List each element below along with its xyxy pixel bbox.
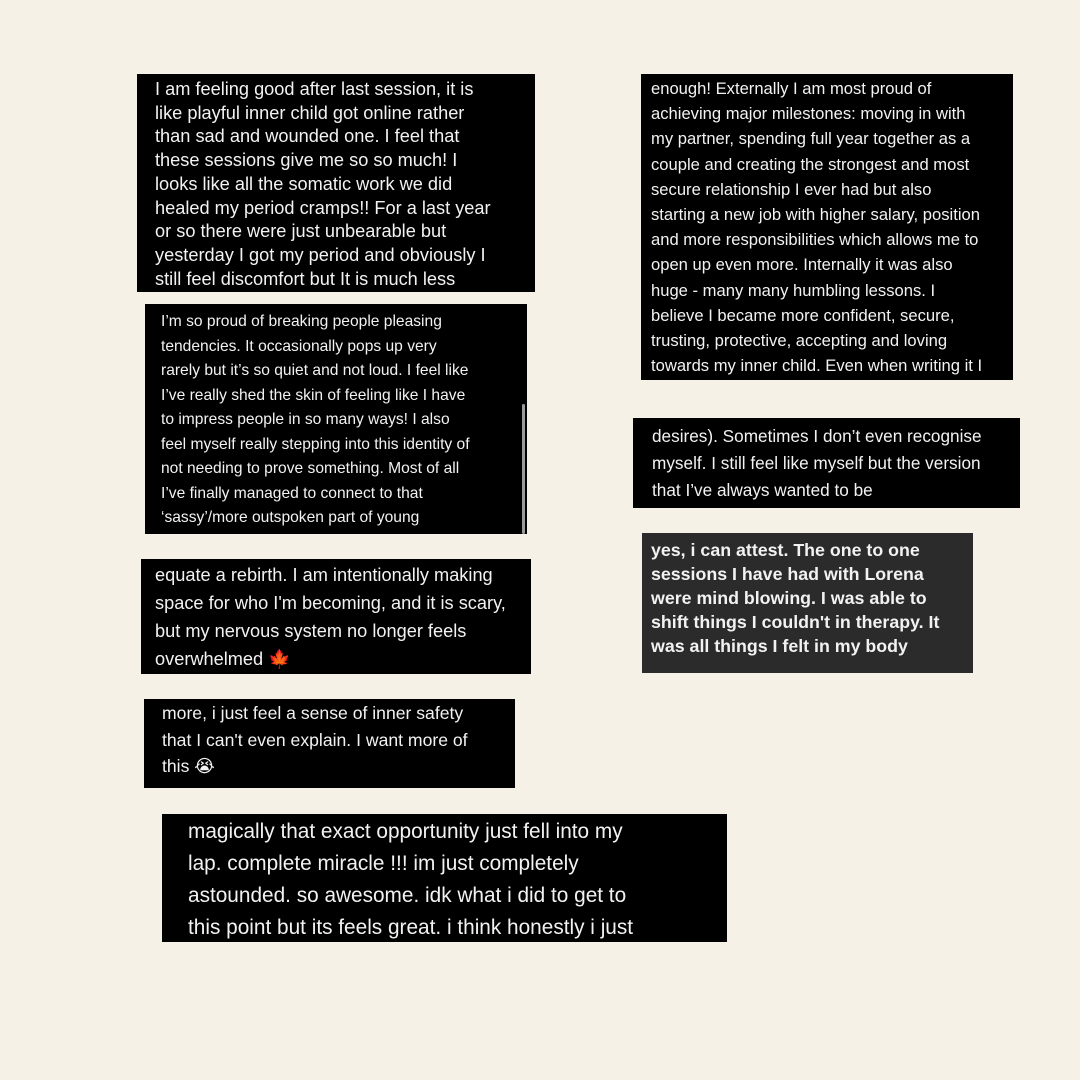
testimonial-line: magically that exact opportunity just fell into my [188, 820, 623, 843]
testimonial-line: I’ve finally managed to connect to that [161, 484, 423, 502]
testimonial-line: or so there were just unbearable but [155, 221, 447, 242]
testimonial-line: but my nervous system no longer feels [155, 621, 467, 641]
testimonial-line: more, i just feel a sense of inner safety [162, 703, 464, 723]
testimonial-line [155, 645, 531, 674]
testimonial-line: these sessions give me so so much! I [155, 150, 458, 171]
testimonial-line: desires). Sometimes I don’t even recognise [652, 426, 982, 446]
testimonial-card-8 [642, 533, 973, 673]
testimonial-line: lap. complete miracle !!! im just completely [188, 852, 579, 875]
testimonial-line: equate a rebirth. I am intentionally making [155, 565, 493, 585]
testimonial-card-1 [137, 74, 535, 292]
testimonial-line: that I can't even explain. I want more of [162, 729, 468, 750]
testimonial-line: was all things I felt in my body [651, 636, 908, 656]
testimonial-card-6 [641, 74, 1013, 380]
testimonial-line: still feel discomfort but It is much less [155, 268, 456, 289]
testimonial-card-3 [141, 559, 531, 674]
testimonial-line: healed my period cramps!! For a last year [155, 197, 491, 218]
testimonial-line: shift things I couldn't in therapy. It [651, 612, 940, 632]
scrollbar-thumb[interactable] [522, 404, 525, 534]
testimonial-card-5 [162, 814, 727, 942]
testimonial-line: looks like all the somatic work we did [155, 173, 453, 194]
testimonial-line: that I’ve always wanted to be [652, 479, 873, 500]
testimonial-text: this [162, 756, 190, 776]
testimonial-line: and more responsibilities which allows me to [651, 230, 979, 250]
testimonial-line: tendencies. It occasionally pops up very [161, 337, 437, 355]
testimonial-line: than sad and wounded one. I feel that [155, 126, 460, 147]
testimonial-line: this point but its feels great. i think honestly i just [188, 916, 634, 939]
testimonial-line: secure relationship I ever had but also [651, 179, 932, 199]
testimonial-line: not needing to prove something. Most of all [161, 460, 460, 477]
testimonial-line [162, 753, 515, 781]
testimonial-line: sessions I have had with Lorena [651, 564, 924, 584]
testimonial-line: huge - many many humbling lessons. I [651, 280, 936, 300]
testimonial-line: yes, i can attest. The one to one [651, 540, 920, 560]
testimonial-line: I’m so proud of breaking people pleasing [161, 313, 442, 330]
testimonial-line: were mind blowing. I was able to [651, 588, 927, 608]
testimonial-line: space for who I'm becoming, and it is scary, [155, 593, 506, 613]
testimonial-line: feel myself really stepping into this identity of [161, 435, 470, 453]
testimonial-line: enough! Externally I am most proud of [651, 79, 932, 98]
testimonial-line: to impress people in so many ways! I also [161, 411, 450, 428]
testimonial-line: rarely but it’s so quiet and not loud. I feel like [161, 362, 469, 379]
testimonial-text: overwhelmed [155, 649, 264, 669]
testimonial-line: like playful inner child got online rather [155, 102, 465, 123]
testimonial-card-2 [145, 304, 527, 534]
maple-leaf-icon: 🍁 [268, 649, 291, 670]
testimonial-line: believe I became more confident, secure, [651, 305, 955, 325]
testimonial-line: trusting, protective, accepting and loving [651, 331, 948, 351]
testimonial-line: my partner, spending full year together as a [651, 129, 971, 149]
testimonial-line: I’ve really shed the skin of feeling like I have [161, 386, 466, 404]
testimonial-line: myself. I still feel like myself but the version [652, 452, 981, 473]
testimonial-line: achieving major milestones: moving in with [651, 104, 966, 124]
testimonial-line: towards my inner child. Even when writing it I [651, 356, 983, 376]
testimonial-line: I am feeling good after last session, it is [155, 79, 474, 99]
testimonial-line: couple and creating the strongest and most [651, 154, 970, 174]
testimonial-card-4 [144, 699, 515, 788]
testimonial-line: ‘sassy’/more outspoken part of young [161, 509, 420, 526]
crying-face-icon: 😭 [194, 757, 215, 777]
testimonial-card-7 [633, 418, 1020, 508]
testimonial-line: astounded. so awesome. idk what i did to get to [188, 884, 627, 907]
testimonial-line: open up even more. Internally it was also [651, 255, 953, 275]
testimonial-line: starting a new job with higher salary, position [651, 205, 980, 225]
testimonial-line: yesterday I got my period and obviously I [155, 244, 486, 265]
